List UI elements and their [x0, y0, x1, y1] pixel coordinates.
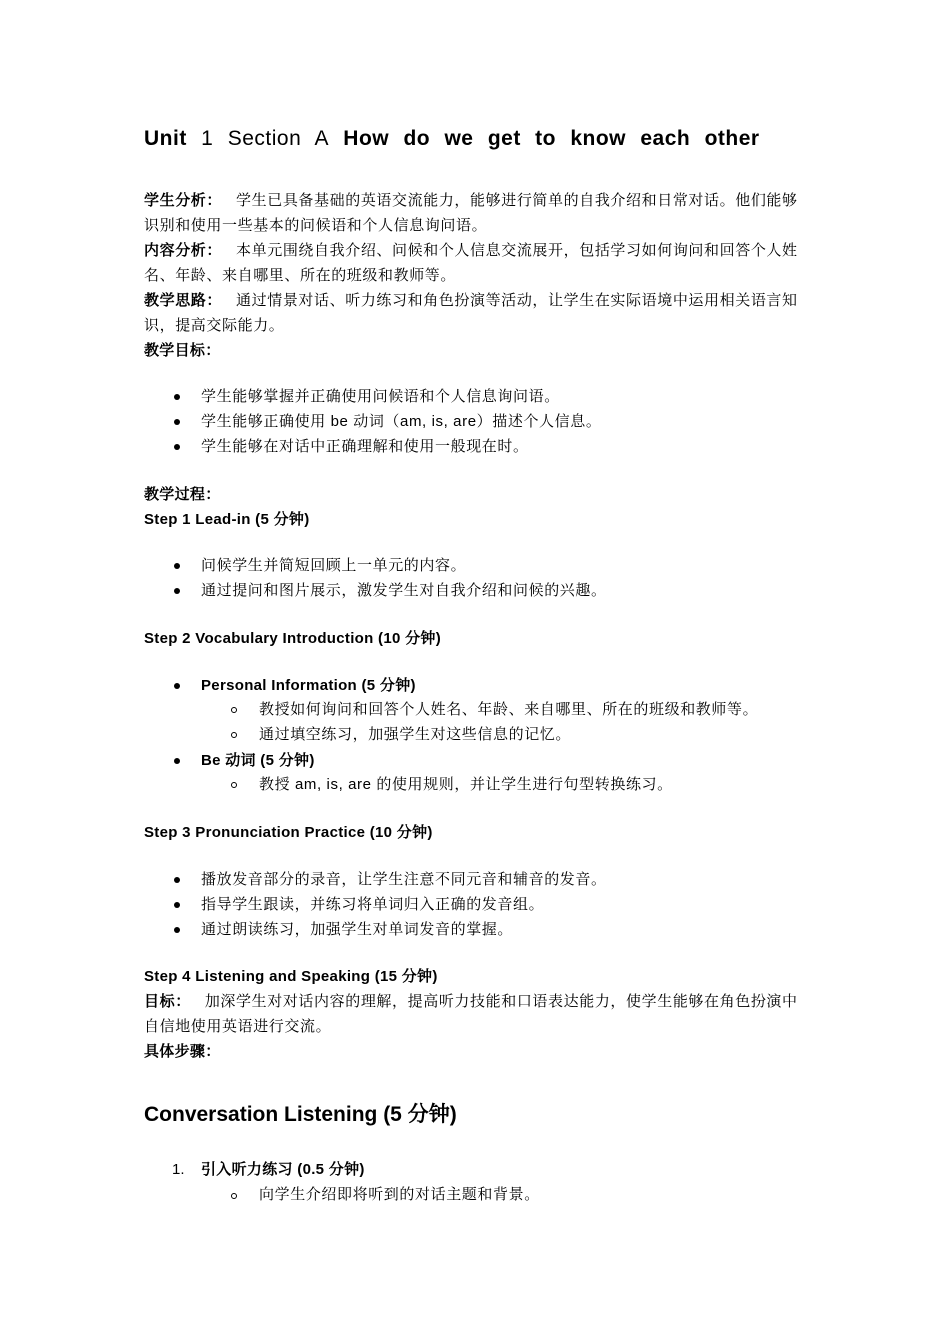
title-word: A — [314, 127, 329, 150]
step1-item: 通过提问和图片展示，激发学生对自我介绍和问候的兴趣。 — [201, 582, 607, 599]
step2-sub1-item: 教授如何询问和回答个人姓名、年龄、来自哪里、所在的班级和教师等。 — [259, 701, 759, 718]
step3-title: Step 3 Pronunciation Practice (10 分钟) — [144, 824, 433, 841]
title-word: How — [343, 127, 390, 150]
title-word: 1 — [201, 127, 214, 150]
conversation-heading: Conversation Listening (5 分钟) — [144, 1103, 457, 1126]
step2-sub2-title: Be 动词 (5 分钟) — [201, 752, 315, 769]
objective-item: 学生能够在对话中正确理解和使用一般现在时。 — [201, 438, 529, 455]
teaching-idea-label: 教学思路： — [144, 292, 223, 309]
step2-sub1-item: 通过填空练习，加强学生对这些信息的记忆。 — [259, 726, 572, 743]
title-word: other — [704, 127, 760, 150]
title-word: Section — [227, 127, 302, 150]
bullet-dot — [174, 588, 180, 594]
step4-steps-label: 具体步骤： — [144, 1043, 221, 1060]
conversation-item-title: 引入听力练习 (0.5 分钟) — [201, 1161, 365, 1178]
bullet-dot — [174, 902, 180, 908]
title-word: each — [640, 127, 691, 150]
bullet-dot — [174, 927, 180, 933]
circle-bullet — [231, 707, 237, 713]
list-number: 1. — [172, 1161, 185, 1178]
step3-item: 播放发音部分的录音，让学生注意不同元音和辅音的发音。 — [201, 871, 607, 888]
step3-item: 指导学生跟读，并练习将单词归入正确的发音组。 — [201, 896, 545, 913]
student-analysis-label: 学生分析： — [144, 192, 223, 209]
objectives-label: 教学目标： — [144, 342, 221, 359]
title-word: get — [487, 127, 521, 150]
student-analysis — [144, 188, 804, 238]
conversation-item-sub: 向学生介绍即将听到的对话主题和背景。 — [259, 1186, 540, 1203]
step4-title: Step 4 Listening and Speaking (15 分钟) — [144, 968, 438, 985]
step2-title: Step 2 Vocabulary Introduction (10 分钟) — [144, 630, 441, 647]
bullet-dot — [174, 419, 180, 425]
bullet-dot — [174, 394, 180, 400]
bullet-dot — [174, 877, 180, 883]
title-word: know — [570, 127, 627, 150]
student-analysis-text: 学生已具备基础的英语交流能力，能够进行简单的自我介绍和日常对话。他们能够识别和使用一些基本的问候语和个人信息询问语。 — [144, 192, 798, 234]
step4-goal — [144, 989, 804, 1039]
content-analysis-text: 本单元围绕自我介绍、问候和个人信息交流展开，包括学习如何询问和回答个人姓名、年龄、来自哪里、所在的班级和教师等。 — [144, 242, 798, 284]
circle-bullet — [231, 782, 237, 788]
content-analysis-label: 内容分析： — [144, 242, 223, 259]
bullet-dot — [174, 758, 180, 764]
step2-sub1-title: Personal Information (5 分钟) — [201, 677, 416, 694]
title-word: do — [403, 127, 431, 150]
bullet-dot — [174, 563, 180, 569]
content-analysis — [144, 238, 804, 288]
step4-goal-label: 目标： — [144, 993, 191, 1010]
title-word: to — [535, 127, 556, 150]
bullet-dot — [174, 444, 180, 450]
circle-bullet — [231, 1193, 237, 1199]
step4-goal-text: 加深学生对对话内容的理解，提高听力技能和口语表达能力，使学生能够在角色扮演中自信地使用英语进行交流。 — [144, 993, 798, 1035]
step1-title: Step 1 Lead-in (5 分钟) — [144, 511, 310, 528]
objective-item: 学生能够掌握并正确使用问候语和个人信息询问语。 — [201, 388, 560, 405]
title-word: Unit — [144, 127, 187, 150]
circle-bullet — [231, 732, 237, 738]
teaching-idea-text: 通过情景对话、听力练习和角色扮演等活动，让学生在实际语境中运用相关语言知识，提高交际能力。 — [144, 292, 798, 334]
teaching-idea — [144, 288, 804, 338]
step1-item: 问候学生并简短回顾上一单元的内容。 — [201, 557, 467, 574]
objective-item: 学生能够正确使用 be 动词（am, is, are）描述个人信息。 — [201, 413, 602, 430]
bullet-dot — [174, 683, 180, 689]
process-label: 教学过程： — [144, 486, 221, 503]
step3-item: 通过朗读练习，加强学生对单词发音的掌握。 — [201, 921, 514, 938]
title-word: we — [444, 127, 474, 150]
step2-sub2-item: 教授 am, is, are 的使用规则，并让学生进行句型转换练习。 — [259, 776, 673, 793]
document-title — [144, 127, 760, 151]
